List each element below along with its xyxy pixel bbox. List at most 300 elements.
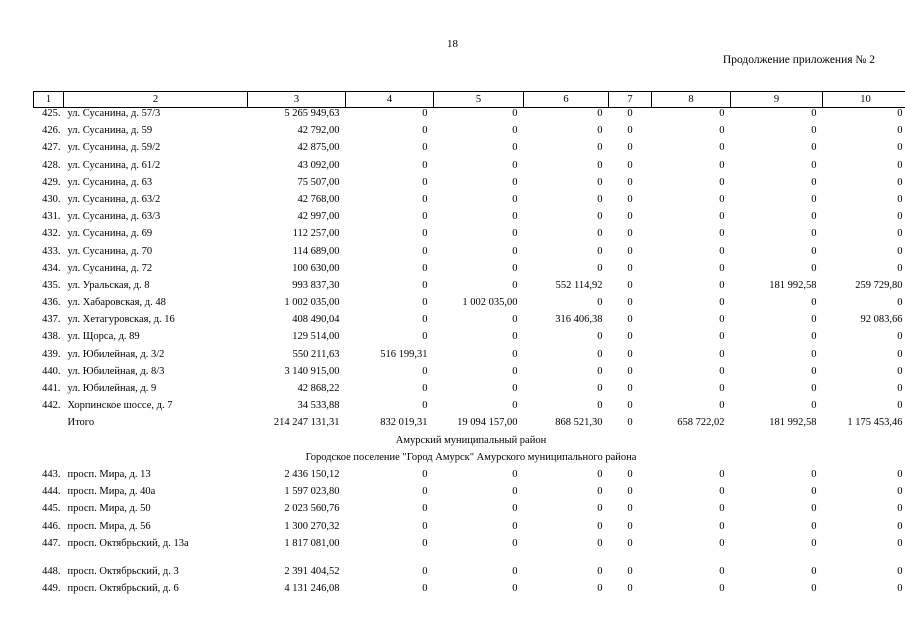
cell-n: 430.: [42, 193, 61, 205]
cell-c5: 19 094 157,00: [457, 417, 518, 429]
cell-n: 429.: [42, 176, 61, 188]
table-row: [34, 263, 905, 280]
cell-n: 444.: [42, 486, 61, 498]
cell-c4: 0: [422, 383, 428, 394]
cell-name: просп. Октябрьский, д. 3: [67, 565, 179, 577]
cell-c10: 0: [897, 503, 903, 515]
cell-c5: 0: [512, 468, 518, 480]
cell-c6: 0: [597, 486, 603, 498]
cell-c5: 0: [512, 245, 518, 257]
cell-n: 437.: [42, 314, 61, 326]
cell-c6: 0: [597, 159, 603, 171]
cell-name: ул. Юбилейная, д. 3/2: [67, 348, 165, 360]
table-row: [34, 125, 905, 142]
cell-c6: 0: [597, 211, 603, 223]
cell-c9: 0: [811, 228, 817, 240]
table-row: [34, 503, 905, 520]
cell-c9: 0: [811, 297, 817, 309]
cell-c10: 0: [897, 468, 903, 480]
cell-c4: 0: [422, 125, 428, 137]
cell-c3: 2 436 150,12: [284, 468, 340, 480]
cell-c10: 0: [897, 245, 903, 257]
table-row: [34, 314, 905, 331]
cell-n: 427.: [42, 142, 61, 154]
cell-c5: 0: [512, 383, 518, 394]
cell-c10: 0: [897, 348, 903, 360]
cell-name: ул. Хабаровская, д. 48: [67, 297, 166, 309]
cell-c8: 0: [719, 228, 725, 240]
cell-c4: 0: [422, 365, 428, 377]
cell-n: 425.: [42, 108, 61, 119]
cell-c6: 0: [597, 520, 603, 532]
cell-c3: 1 817 081,00: [284, 537, 340, 549]
cell-c3: 42 768,00: [297, 193, 340, 205]
cell-n: 436.: [42, 297, 61, 309]
cell-name: просп. Мира, д. 40а: [67, 486, 156, 498]
cell-c3: 43 092,00: [297, 159, 340, 171]
cell-c3: 4 131 246,08: [284, 582, 340, 594]
column-header: 8: [652, 92, 731, 108]
column-header: 2: [64, 92, 248, 108]
cell-c6: 868 521,30: [555, 417, 603, 429]
table-row: [34, 400, 905, 417]
cell-c5: 0: [512, 211, 518, 223]
cell-c10: 0: [897, 520, 903, 532]
cell-c7: 0: [627, 468, 633, 480]
cell-c4: 0: [422, 176, 428, 188]
cell-c3: 3 140 915,00: [284, 365, 340, 377]
cell-name: ул. Юбилейная, д. 8/3: [67, 365, 165, 377]
cell-c7: 0: [627, 211, 633, 223]
section-district-text: Амурский муниципальный район: [395, 434, 547, 446]
cell-c6: 0: [597, 142, 603, 154]
column-header: 4: [346, 92, 434, 108]
cell-name: ул. Сусанина, д. 57/3: [67, 108, 161, 119]
cell-c5: 0: [512, 228, 518, 240]
table-row: [34, 228, 905, 245]
cell-name: ул. Юбилейная, д. 9: [67, 383, 157, 394]
cell-n: 449.: [42, 582, 61, 594]
cell-c10: 0: [897, 365, 903, 377]
cell-c8: 0: [719, 348, 725, 360]
cell-c7: 0: [627, 279, 633, 291]
cell-c9: 0: [811, 125, 817, 137]
cell-c3: 214 247 131,31: [273, 417, 340, 429]
cell-c8: 0: [719, 297, 725, 309]
cell-c8: 0: [719, 503, 725, 515]
cell-c3: 1 300 270,32: [284, 520, 340, 532]
cell-c9: 0: [811, 108, 817, 119]
table-row: [34, 280, 905, 297]
cell-c9: 0: [811, 142, 817, 154]
column-header: 5: [434, 92, 524, 108]
cell-c5: 0: [512, 314, 518, 326]
cell-c9: 181 992,58: [769, 279, 817, 291]
cell-c6: 0: [597, 125, 603, 137]
cell-c4: 0: [422, 331, 428, 343]
cell-name: ул. Щорса, д. 89: [67, 331, 140, 343]
table-row: [34, 583, 905, 600]
cell-c8: 0: [719, 468, 725, 480]
cell-c10: 0: [897, 486, 903, 498]
cell-c9: 0: [811, 262, 817, 274]
cell-c6: 0: [597, 468, 603, 480]
table-row: [34, 469, 905, 486]
cell-c10: 0: [897, 262, 903, 274]
column-header: 6: [524, 92, 609, 108]
cell-name: просп. Октябрьский, д. 13а: [67, 537, 189, 549]
cell-c3: 75 507,00: [297, 176, 340, 188]
page-number: 18: [447, 38, 458, 50]
table-row: [34, 108, 905, 126]
cell-c8: 658 722,02: [677, 417, 725, 429]
cell-c4: 0: [422, 228, 428, 240]
cell-c8: 0: [719, 520, 725, 532]
cell-name: ул. Сусанина, д. 72: [67, 262, 153, 274]
cell-c8: 0: [719, 486, 725, 498]
cell-c7: 0: [627, 565, 633, 577]
cell-c7: 0: [627, 486, 633, 498]
cell-n: 447.: [42, 537, 61, 549]
cell-c4: 0: [422, 159, 428, 171]
cell-c3: 100 630,00: [292, 262, 340, 274]
cell-c8: 0: [719, 537, 725, 549]
cell-c7: 0: [627, 176, 633, 188]
cell-c3: 2 391 404,52: [284, 565, 340, 577]
cell-c6: 316 406,38: [555, 314, 603, 326]
cell-c6: 0: [597, 383, 603, 394]
cell-c7: 0: [627, 297, 633, 309]
cell-c5: 0: [512, 176, 518, 188]
cell-c8: 0: [719, 383, 725, 394]
cell-c7: 0: [627, 537, 633, 549]
cell-c5: 0: [512, 108, 518, 119]
cell-c5: 0: [512, 400, 518, 412]
cell-c8: 0: [719, 193, 725, 205]
cell-c6: 0: [597, 537, 603, 549]
cell-c3: 42 875,00: [297, 142, 340, 154]
table-body: [34, 108, 905, 601]
cell-c4: 0: [422, 582, 428, 594]
table-row: [34, 331, 905, 348]
table-row: [34, 521, 905, 538]
cell-c9: 0: [811, 383, 817, 394]
cell-c4: 516 199,31: [380, 348, 428, 360]
cell-n: 446.: [42, 520, 61, 532]
cell-c3: 5 265 949,63: [284, 108, 340, 119]
cell-c8: 0: [719, 582, 725, 594]
cell-c6: 552 114,92: [555, 279, 603, 291]
cell-name: ул. Хетагуровская, д. 16: [67, 314, 175, 326]
section-settlement-text: Городское поселение "Город Амурск" Амурского муниципального района: [305, 451, 637, 463]
cell-c8: 0: [719, 125, 725, 137]
cell-c9: 0: [811, 365, 817, 377]
cell-c6: 0: [597, 331, 603, 343]
cell-n: 441.: [42, 383, 61, 394]
section-settlement: [34, 452, 905, 469]
cell-c3: 114 689,00: [292, 245, 340, 257]
cell-c4: 0: [422, 279, 428, 291]
table-row: [34, 297, 905, 314]
column-header: 10: [823, 92, 905, 108]
cell-name: Итого: [67, 417, 95, 429]
cell-c3: 993 837,30: [292, 279, 340, 291]
cell-name: ул. Сусанина, д. 69: [67, 228, 153, 240]
cell-c7: 0: [627, 142, 633, 154]
cell-c9: 0: [811, 331, 817, 343]
cell-c3: 2 023 560,76: [284, 503, 340, 515]
cell-name: ул. Сусанина, д. 63/3: [67, 211, 161, 223]
table-row: [34, 566, 905, 583]
cell-c4: 0: [422, 503, 428, 515]
cell-c8: 0: [719, 314, 725, 326]
table-row: [34, 194, 905, 211]
cell-n: 448.: [42, 565, 61, 577]
cell-c6: 0: [597, 193, 603, 205]
cell-c9: 0: [811, 486, 817, 498]
column-header: 7: [609, 92, 652, 108]
cell-c8: 0: [719, 365, 725, 377]
cell-c10: 0: [897, 211, 903, 223]
table-row: [34, 349, 905, 366]
cell-c3: 42 997,00: [297, 211, 340, 223]
cell-c9: 0: [811, 537, 817, 549]
cell-c8: 0: [719, 108, 725, 119]
cell-name: ул. Сусанина, д. 70: [67, 245, 153, 257]
section-district: [34, 435, 905, 452]
cell-n: [34, 417, 64, 434]
table-row: [34, 211, 905, 228]
cell-n: 443.: [42, 468, 61, 480]
cell-name: ул. Сусанина, д. 61/2: [67, 159, 161, 171]
cell-c8: 0: [719, 400, 725, 412]
cell-c3: 1 597 023,80: [284, 486, 340, 498]
cell-c9: 0: [811, 468, 817, 480]
cell-c5: 0: [512, 142, 518, 154]
cell-c3: 112 257,00: [292, 228, 340, 240]
cell-c6: 0: [597, 565, 603, 577]
cell-n: 439.: [42, 348, 61, 360]
table-row: [34, 366, 905, 383]
cell-c7: 0: [627, 245, 633, 257]
cell-c9: 0: [811, 520, 817, 532]
cell-c7: 0: [627, 582, 633, 594]
cell-name: ул. Сусанина, д. 59/2: [67, 142, 161, 154]
cell-c4: 0: [422, 193, 428, 205]
cell-c8: 0: [719, 211, 725, 223]
cell-c6: 0: [597, 365, 603, 377]
table-row: [34, 177, 905, 194]
cell-c4: 0: [422, 520, 428, 532]
cell-n: 442.: [42, 400, 61, 412]
cell-c3: 42 792,00: [297, 125, 340, 137]
cell-c6: 0: [597, 228, 603, 240]
cell-c7: 0: [627, 365, 633, 377]
table-row: [34, 142, 905, 159]
cell-c7: 0: [627, 503, 633, 515]
cell-c4: 0: [422, 108, 428, 119]
cell-c10: 0: [897, 125, 903, 137]
cell-name: просп. Мира, д. 50: [67, 503, 151, 515]
cell-c9: 0: [811, 211, 817, 223]
cell-name: ул. Сусанина, д. 63/2: [67, 193, 161, 205]
cell-c7: 0: [627, 125, 633, 137]
table-row: [34, 383, 905, 400]
cell-n: 426.: [42, 125, 61, 137]
cell-n: 438.: [42, 331, 61, 343]
cell-c3: 1 002 035,00: [284, 297, 340, 309]
column-header: 9: [731, 92, 823, 108]
cell-c10: 0: [897, 159, 903, 171]
cell-c4: 0: [422, 468, 428, 480]
cell-c6: 0: [597, 262, 603, 274]
cell-c7: 0: [627, 331, 633, 343]
cell-c9: 0: [811, 176, 817, 188]
cell-c10: 0: [897, 331, 903, 343]
cell-c7: 0: [627, 383, 633, 394]
cell-c5: 0: [512, 582, 518, 594]
cell-c9: 181 992,58: [769, 417, 817, 429]
cell-c7: 0: [627, 159, 633, 171]
cell-c7: 0: [627, 400, 633, 412]
cell-c10: 1 175 453,46: [847, 417, 903, 429]
cell-c4: 0: [422, 262, 428, 274]
cell-n: 432.: [42, 228, 61, 240]
cell-c9: 0: [811, 565, 817, 577]
cell-c4: 0: [422, 486, 428, 498]
cell-c8: 0: [719, 279, 725, 291]
cell-c6: 0: [597, 176, 603, 188]
cell-c9: 0: [811, 348, 817, 360]
cell-c6: 0: [597, 503, 603, 515]
cell-c6: 0: [597, 582, 603, 594]
cell-c4: 0: [422, 142, 428, 154]
cell-c8: 0: [719, 159, 725, 171]
total-row: [34, 417, 905, 434]
cell-c5: 0: [512, 537, 518, 549]
cell-c10: 0: [897, 565, 903, 577]
cell-name: Хорпинское шоссе, д. 7: [67, 400, 173, 412]
cell-c7: 0: [627, 262, 633, 274]
cell-c7: 0: [627, 193, 633, 205]
cell-c10: 0: [897, 400, 903, 412]
cell-c5: 0: [512, 348, 518, 360]
cell-c5: 0: [512, 365, 518, 377]
cell-c6: 0: [597, 245, 603, 257]
cell-c3: 408 490,04: [292, 314, 340, 326]
cell-c7: 0: [627, 417, 633, 429]
cell-c4: 0: [422, 565, 428, 577]
cell-c4: 0: [422, 400, 428, 412]
cell-c9: 0: [811, 314, 817, 326]
cell-c9: 0: [811, 193, 817, 205]
cell-c8: 0: [719, 565, 725, 577]
cell-c10: 0: [897, 537, 903, 549]
cell-c10: 0: [897, 142, 903, 154]
cell-c7: 0: [627, 108, 633, 119]
cell-c8: 0: [719, 331, 725, 343]
cell-c10: 0: [897, 383, 903, 394]
column-header: 3: [248, 92, 346, 108]
cell-c7: 0: [627, 348, 633, 360]
table-row: [34, 160, 905, 177]
cell-c6: 0: [597, 297, 603, 309]
cell-name: просп. Октябрьский, д. 6: [67, 582, 179, 594]
cell-c10: 0: [897, 176, 903, 188]
cell-c4: 0: [422, 314, 428, 326]
data-table: [33, 91, 905, 600]
cell-name: ул. Сусанина, д. 63: [67, 176, 153, 188]
cell-c7: 0: [627, 228, 633, 240]
cell-c9: 0: [811, 159, 817, 171]
cell-name: ул. Сусанина, д. 59: [67, 125, 153, 137]
cell-c9: 0: [811, 503, 817, 515]
cell-c3: 129 514,00: [292, 331, 340, 343]
cell-name: просп. Мира, д. 13: [67, 468, 151, 480]
cell-name: просп. Мира, д. 56: [67, 520, 151, 532]
cell-name: ул. Уральская, д. 8: [67, 279, 150, 291]
cell-c3: 42 868,22: [297, 383, 340, 394]
cell-n: 431.: [42, 211, 61, 223]
cell-c7: 0: [627, 314, 633, 326]
table-row: [34, 486, 905, 503]
cell-c4: 0: [422, 245, 428, 257]
cell-c5: 0: [512, 193, 518, 205]
cell-c9: 0: [811, 400, 817, 412]
cell-c5: 0: [512, 262, 518, 274]
cell-c5: 0: [512, 520, 518, 532]
continuation-label: Продолжение приложения № 2: [722, 54, 875, 66]
cell-c10: 0: [897, 297, 903, 309]
cell-c10: 259 729,80: [855, 279, 903, 291]
cell-c5: 0: [512, 503, 518, 515]
table-row: [34, 246, 905, 263]
cell-c4: 832 019,31: [380, 417, 428, 429]
cell-c5: 0: [512, 331, 518, 343]
column-header: 1: [34, 92, 64, 108]
table-row: [34, 538, 905, 566]
column-header-row: [34, 92, 905, 108]
cell-c5: 0: [512, 486, 518, 498]
cell-c5: 1 002 035,00: [462, 297, 518, 309]
cell-c8: 0: [719, 176, 725, 188]
cell-n: 440.: [42, 365, 61, 377]
cell-c8: 0: [719, 142, 725, 154]
cell-n: 445.: [42, 503, 61, 515]
cell-c8: 0: [719, 262, 725, 274]
cell-c10: 0: [897, 193, 903, 205]
cell-c5: 0: [512, 565, 518, 577]
cell-c6: 0: [597, 400, 603, 412]
cell-c6: 0: [597, 108, 603, 119]
cell-c3: 550 211,63: [292, 348, 340, 360]
cell-c4: 0: [422, 211, 428, 223]
cell-n: 433.: [42, 245, 61, 257]
cell-c7: 0: [627, 520, 633, 532]
cell-c6: 0: [597, 348, 603, 360]
cell-c9: 0: [811, 582, 817, 594]
cell-c10: 0: [897, 108, 903, 119]
cell-n: 435.: [42, 279, 61, 291]
cell-c3: 34 533,88: [297, 400, 340, 412]
cell-n: 428.: [42, 159, 61, 171]
cell-n: 434.: [42, 262, 61, 274]
cell-c4: 0: [422, 537, 428, 549]
cell-c10: 92 083,66: [860, 314, 903, 326]
cell-c5: 0: [512, 125, 518, 137]
cell-c10: 0: [897, 228, 903, 240]
cell-c9: 0: [811, 245, 817, 257]
